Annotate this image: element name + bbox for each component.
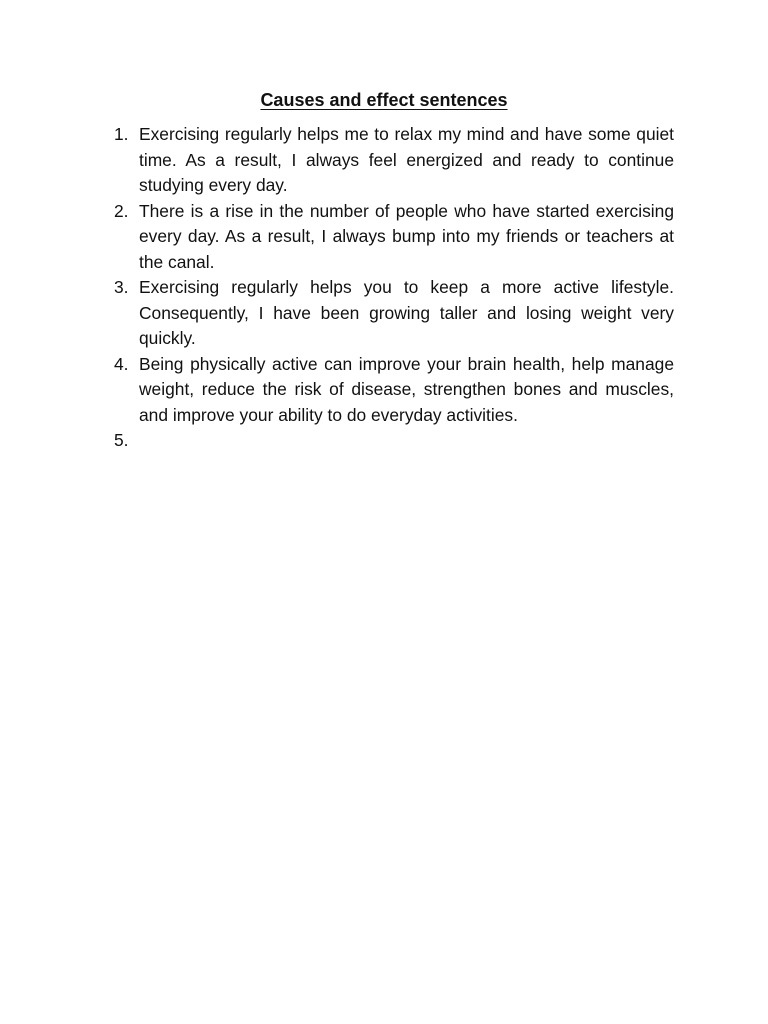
list-item-number: 2. xyxy=(114,200,129,221)
list-item-text: Exercising regularly helps me to relax my mind and have some quiet time. As a result, I always feel energized and ready to continue studying every day. xyxy=(139,124,674,195)
list-item-text: There is a rise in the number of people who have started exercising every day. As a result, I always bump into my friends or teachers at the canal. xyxy=(139,200,674,272)
list-item xyxy=(114,352,674,429)
list-item-number: 1. xyxy=(114,124,129,144)
list-item xyxy=(114,122,674,199)
list-item-text: Being physically active can improve your brain health, help manage weight, reduce the risk of disease, strengthen bones and muscles, and improve your ability to do everyday activities. xyxy=(139,353,674,425)
list-item xyxy=(114,199,674,276)
list-item xyxy=(114,275,674,352)
list-item-number: 5. xyxy=(114,430,129,450)
list-item xyxy=(114,428,674,454)
sentence-list xyxy=(114,122,674,454)
document-title: Causes and effect sentences xyxy=(260,90,508,110)
list-item-number: 3. xyxy=(114,277,129,297)
list-item-text: Exercising regularly helps you to keep a more active lifestyle. Consequently, I have been growing taller and losing weight very quickly. xyxy=(139,277,674,348)
list-item-number: 4. xyxy=(114,353,129,374)
